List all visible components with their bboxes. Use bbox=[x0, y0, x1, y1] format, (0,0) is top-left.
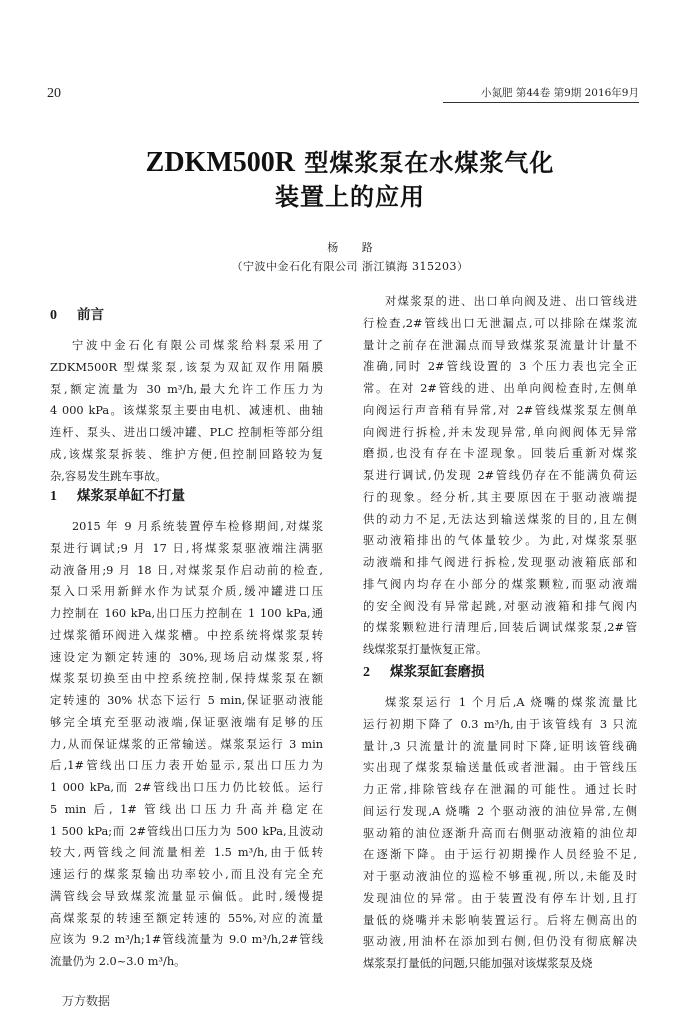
text-line: 1 000 kPa,而 2#管线出口压力仍比较低。运行 bbox=[50, 781, 323, 794]
text-line: 线煤浆泵打量恢复正常。 bbox=[363, 643, 488, 656]
section-heading bbox=[50, 304, 104, 326]
text-line: 杂,容易发生跳车事故。 bbox=[50, 469, 167, 483]
section-heading bbox=[363, 661, 485, 683]
section-title: 前言 bbox=[77, 307, 104, 323]
text-line: 高煤浆泵的转速至额定转速的 55%,对应的流量 bbox=[50, 911, 323, 925]
author: 杨 路 bbox=[327, 241, 383, 254]
text-line: 成,该煤浆泵拆装、维护方便,但控制回路较为复 bbox=[50, 447, 323, 461]
text-line: 实出现了煤浆泵输送量低或者泄漏。由于管线压 bbox=[363, 761, 637, 775]
article-title-line2: 装置上的应用 bbox=[275, 183, 425, 211]
text-line: 后,1#管线出口压力表开始显示,泵出口压力为 bbox=[50, 759, 323, 773]
watermark: 万方数据 bbox=[62, 994, 111, 1008]
title-model: ZDKM500R bbox=[145, 147, 295, 178]
text-line: 够完全填充至驱动液端,保证驱液端有足够的压 bbox=[50, 715, 323, 729]
text-line: 煤浆泵打量低的问题,只能加强对该煤浆泵及烧 bbox=[363, 957, 593, 970]
text-line: 向阀进行拆检,并未发现异常,单向阀阀体无异常 bbox=[363, 425, 637, 439]
section-heading bbox=[50, 485, 185, 507]
text-line: 速运行的煤浆泵输出功率较小,而且没有完全充 bbox=[50, 868, 323, 881]
text-line: 对于驱动液油位的巡检不够重视,所以,未能及时 bbox=[363, 870, 637, 883]
text-line: 发现油位的异常。由于装置没有停车计划,且打 bbox=[363, 891, 637, 905]
text-line: ZDKM500R 型煤浆泵,该泵为双缸双作用隔膜 bbox=[50, 360, 323, 374]
section-number: 2 bbox=[363, 665, 370, 680]
text-line: 量计之前存在泄漏点而导致煤浆泵流量计计量不 bbox=[363, 338, 637, 352]
text-line: 过煤浆循环阀进入煤浆槽。中控系统将煤浆泵转 bbox=[50, 628, 323, 642]
text-line: 宁波中金石化有限公司煤浆给料泵采用了 bbox=[72, 339, 323, 352]
text-line: 的安全阀没有异常起跳,对驱动液箱和排气阀内 bbox=[363, 599, 637, 613]
text-line: 定转速的 30% 状态下运行 5 min,保证驱动液能 bbox=[50, 694, 323, 707]
text-line: 常。在对 2#管线的进、出单向阀检查时,左侧单 bbox=[363, 382, 637, 395]
text-line: 间运行发现,A 烧嘴 2 个驱动液的油位异常,左侧 bbox=[363, 804, 637, 818]
text-line: 量计,3 只流量计的流量同时下降,证明该管线确 bbox=[363, 739, 637, 753]
text-line: 行检查,2#管线出口无泄漏点,可以排除在煤浆流 bbox=[363, 316, 637, 330]
text-line: 在逐渐下降。由于运行初期操作人员经验不足, bbox=[363, 848, 637, 862]
text-line: 速设定为额定转速的 30%,现场启动煤浆泵,将 bbox=[50, 650, 323, 664]
text-line: 4 000 kPa。该煤浆泵主要由电机、减速机、曲轴 bbox=[50, 404, 323, 418]
text-line: 满管线会导致煤浆流量显示偏低。此时,缓慢提 bbox=[50, 889, 323, 903]
text-line: 应该为 9.2 m³/h;1#管线流量为 9.0 m³/h,2#管线 bbox=[50, 933, 323, 947]
text-line: 驱动液,用油杯在添加到右侧,但仍没有彻底解决 bbox=[363, 935, 637, 949]
text-line: 动液备用;9 月 18 日,对煤浆泵作启动前的检查, bbox=[50, 563, 323, 577]
text-line: 2015 年 9 月系统装置停车检修期间,对煤浆 bbox=[72, 520, 323, 533]
affiliation: （宁波中金石化有限公司 浙江镇海 315203） bbox=[231, 260, 469, 273]
text-line: 力控制在 160 kPa,出口压力控制在 1 100 kPa,通 bbox=[50, 607, 323, 620]
text-line: 驱动箱的油位逐渐升高而右侧驱动液箱的油位却 bbox=[363, 826, 637, 840]
section-title: 煤浆泵单缸不打量 bbox=[77, 488, 185, 504]
text-line: 的煤浆颗粒进行清理后,回装后调试煤浆泵,2#管 bbox=[363, 621, 637, 635]
section-number: 1 bbox=[50, 489, 57, 504]
text-line: 量低的烧嘴并未影响装置运行。后将左侧高出的 bbox=[363, 913, 637, 927]
text-line: 运行初期下降了 0.3 m³/h,由于该管线有 3 只流 bbox=[363, 717, 637, 731]
text-line: 驱动液箱排出的气体量较少。为此,对煤浆泵驱 bbox=[363, 534, 637, 548]
text-line: 泵入口采用新鲜水作为试泵介质,缓冲罐进口压 bbox=[50, 585, 323, 599]
article-title-line1 bbox=[0, 143, 700, 179]
text-line: 向阀运行声音稍有异常,对 2#管线煤浆泵左侧单 bbox=[363, 403, 637, 417]
text-line: 磨损,也没有存在卡涩现象。回装后重新对煤浆 bbox=[363, 447, 637, 461]
text-line: 煤浆泵切换至由中控系统控制,保持煤浆泵在额 bbox=[50, 672, 323, 686]
text-line: 排气阀内均存在小部分的煤浆颗粒,而驱动液端 bbox=[363, 577, 637, 591]
text-line: 力,从而保证煤浆的正常输送。煤浆泵运行 3 min bbox=[50, 737, 323, 751]
text-line: 力正常,排除管线存在泄漏的可能性。通过长时 bbox=[363, 783, 637, 796]
text-line: 煤浆泵运行 1 个月后,A 烧嘴的煤浆流量比 bbox=[385, 696, 637, 709]
page-number: 20 bbox=[47, 86, 61, 101]
text-line: 对煤浆泵的进、出口单向阀及进、出口管线进 bbox=[385, 295, 637, 308]
text-line: 流量仍为 2.0~3.0 m³/h。 bbox=[50, 955, 186, 968]
text-line: 准确,同时 2#管线设置的 3 个压力表也完全正 bbox=[363, 360, 637, 374]
text-line: 行的现象。经分析,其主要原因在于驱动液端提 bbox=[363, 490, 637, 504]
text-line: 动液端和排气阀进行拆检,发现驱动液箱底部和 bbox=[363, 556, 637, 569]
text-line: 泵,额定流量为 30 m³/h,最大允许工作压力为 bbox=[50, 382, 323, 396]
section-title: 煤浆泵缸套磨损 bbox=[390, 664, 485, 680]
text-line: 泵进行调试;9 月 17 日,将煤浆泵驱液端注满驱 bbox=[50, 541, 323, 555]
title-text: 型煤浆泵在水煤浆气化 bbox=[294, 149, 555, 177]
text-line: 5 min 后, 1# 管线出口压力升高并稳定在 bbox=[50, 802, 323, 816]
section-number: 0 bbox=[50, 308, 57, 323]
text-line: 1 500 kPa;而 2#管线出口压力为 500 kPa,且波动 bbox=[50, 824, 323, 838]
text-line: 供的动力不足,无法达到输送煤浆的目的,且左侧 bbox=[363, 512, 637, 526]
text-line: 较大,两管线之间流量相差 1.5 m³/h,由于低转 bbox=[50, 846, 323, 860]
text-line: 连杆、泵头、进出口缓冲罐、PLC 控制柜等部分组 bbox=[50, 426, 323, 439]
text-line: 泵进行调试,仍发现 2#管线仍存在不能满负荷运 bbox=[363, 469, 637, 482]
running-header: 小氮肥 第44卷 第9期 2016年9月 bbox=[443, 85, 639, 103]
